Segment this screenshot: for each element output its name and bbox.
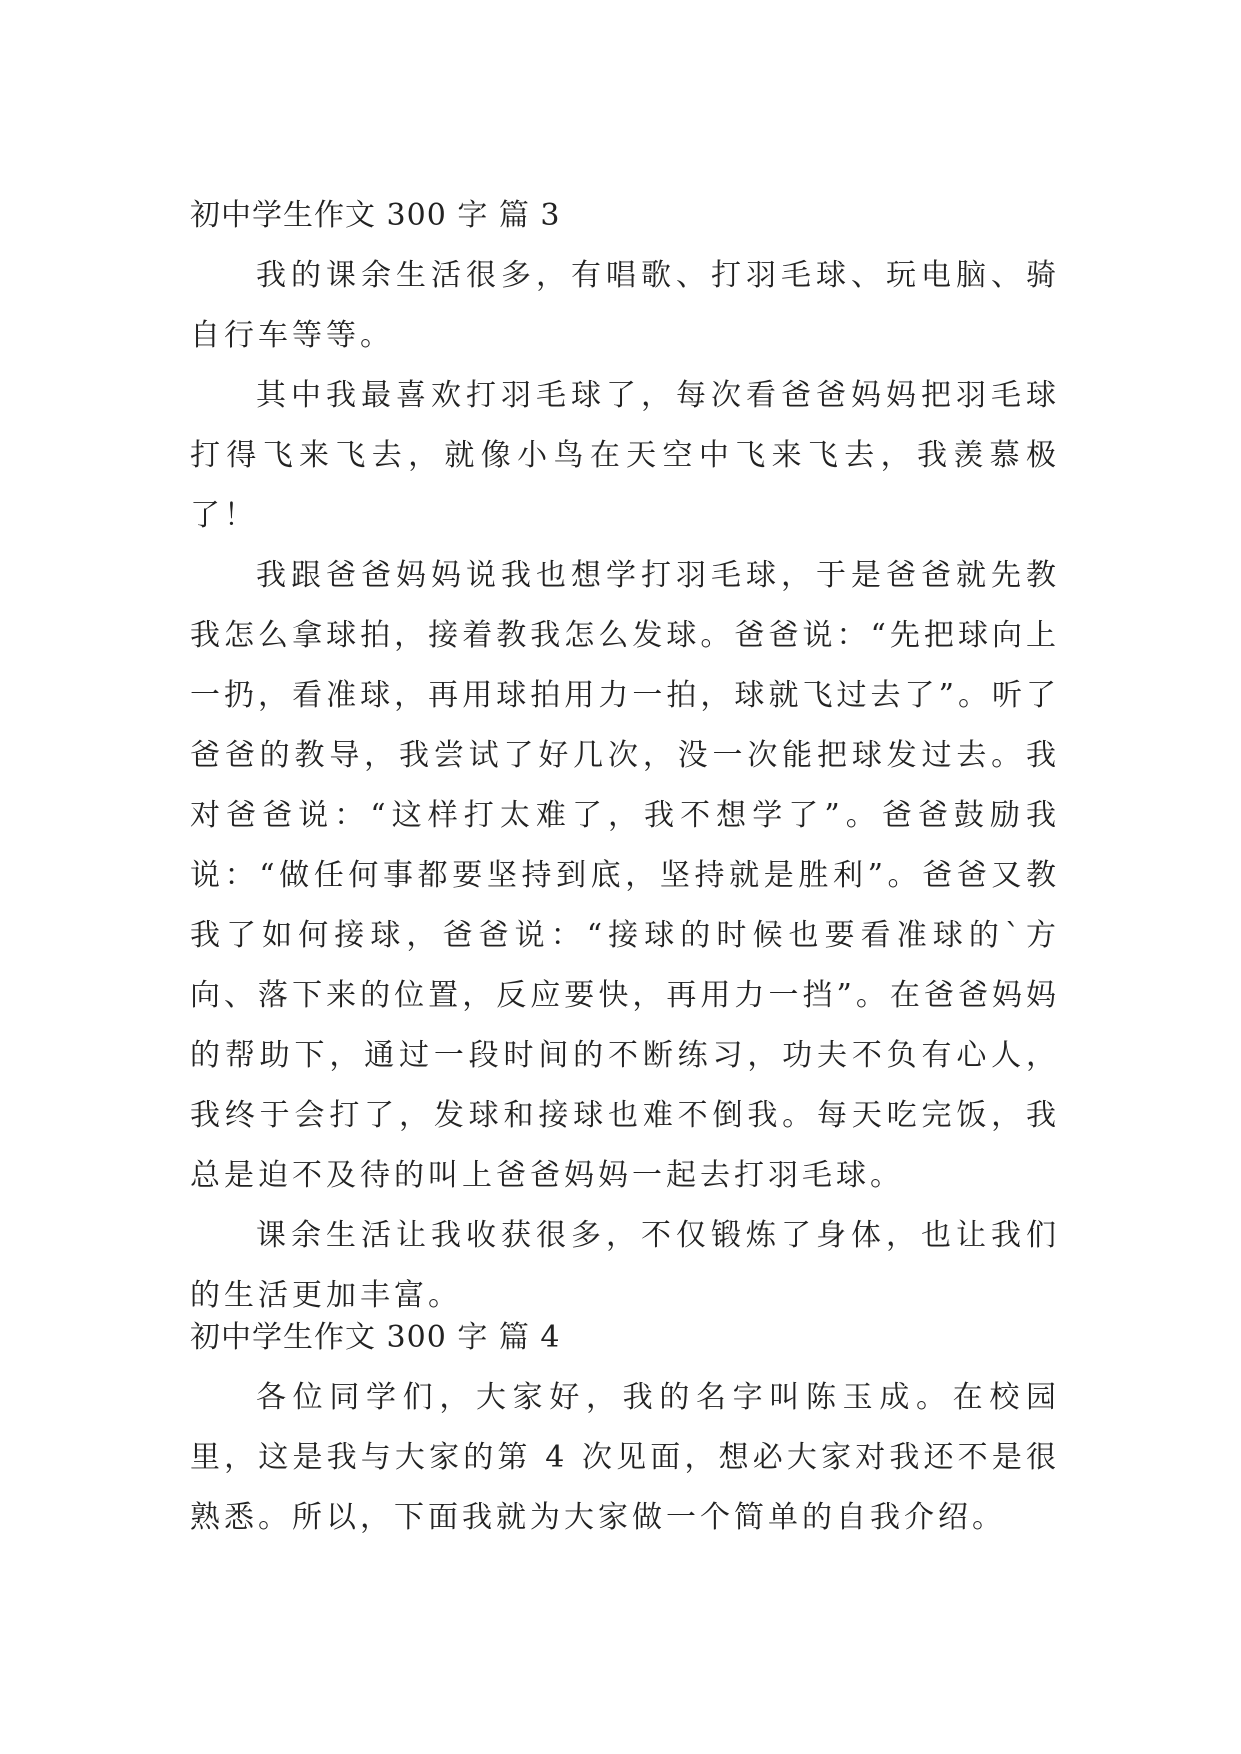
paragraph: 我跟爸爸妈妈说我也想学打羽毛球，于是爸爸就先教我怎么拿球拍，接着教我怎么发球。爸爸说：“先把球向上一扔，看准球，再用球拍用力一拍，球就飞过去了”。听了爸爸的教导，我尝试了好几次，没一次能把球发过去。我对爸爸说：“这样打太难了，我不想学了”。爸爸鼓励我说：“做任何事都要坚持到底，坚持就是胜利”。爸爸又教我了如何接球，爸爸说：“接球的时候也要看准球的`方向、落下来的位置，反应要快，再用力一挡”。在爸爸妈妈的帮助下，通过一段时间的不断练习，功夫不负有心人，我终于会打了，发球和接球也难不倒我。每天吃完饭，我总是迫不及待的叫上爸爸妈妈一起去打羽毛球。 (190, 558, 1060, 1193)
paragraph: 其中我最喜欢打羽毛球了，每次看爸爸妈妈把羽毛球打得飞来飞去，就像小鸟在天空中飞来飞去，我羡慕极了！ (190, 378, 1060, 533)
paragraph: 我的课余生活很多，有唱歌、打羽毛球、玩电脑、骑自行车等等。 (190, 258, 1060, 353)
essay-section-4 (190, 1318, 1060, 1548)
section-heading: 初中学生作文 300 字 篇 4 (190, 1320, 561, 1355)
paragraph: 课余生活让我收获很多，不仅锻炼了身体，也让我们的生活更加丰富。 (190, 1218, 1060, 1313)
section-heading: 初中学生作文 300 字 篇 3 (190, 198, 561, 233)
paragraph: 各位同学们，大家好，我的名字叫陈玉成。在校园里，这是我与大家的第 4 次见面，想必大家对我还不是很熟悉。所以，下面我就为大家做一个简单的自我介绍。 (190, 1380, 1060, 1535)
essay-section-3 (190, 196, 1060, 1326)
